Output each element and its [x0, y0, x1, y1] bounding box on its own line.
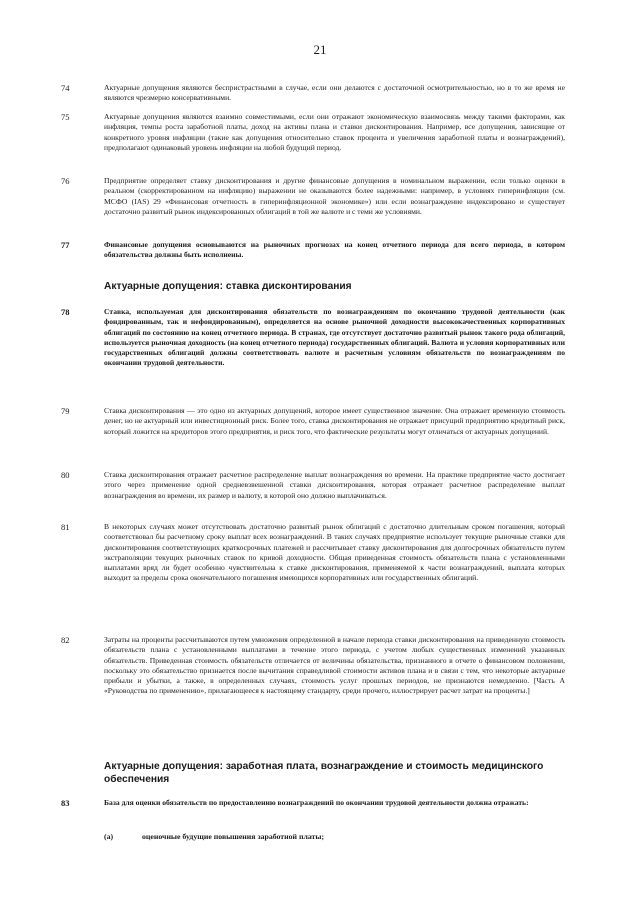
paragraph-number: 80: [61, 470, 70, 480]
paragraph-number: 75: [61, 112, 70, 122]
subitem-label: (a): [104, 832, 114, 841]
section-heading: Актуарные допущения: заработная плата, вознаграждение и стоимость медицинского обеспечения: [104, 761, 544, 785]
section-heading: Актуарные допущения: ставка дисконтирования: [104, 281, 352, 292]
paragraph-text: Ставка дисконтирования — это одно из актуарных допущений, которое имеет существенное значение. Она отражает временную стоимость денег, но не актуарный или инвестиционный риск. Более того, ставка дисконтирования не отражает присущий предприятию кредитный риск, который ложится на кредиторов этого предприятия, и риск того, что фактические результаты могут отличаться от актуарных допущений.: [104, 406, 565, 436]
paragraph-number: 78: [61, 307, 70, 317]
paragraph-number: 79: [61, 406, 70, 416]
paragraph-number: 82: [61, 635, 70, 645]
paragraph-text: Предприятие определяет ставку дисконтирования и другие финансовые допущения в номинальном выражении, если только оценки в реальном (скорректированном на инфляцию) выражении не оказываются более надежными: например, в условиях гиперинфляции (см. МСФО (IAS) 29 «Финансовая отчетность в гиперинфляционной экономике») или если вознаграждение индексировано и существует достаточно развитый рынок индексированных облигаций в той же валюте и с теми же условиями.: [104, 176, 565, 216]
paragraph-number: 81: [61, 522, 70, 532]
subitem-text: оценочные будущие повышения заработной платы;: [142, 832, 325, 841]
paragraph-number: 76: [61, 176, 70, 186]
paragraph-text: Актуарные допущения являются взаимно совместимыми, если они отражают экономическую взаимосвязь между такими факторами, как инфляция, темпы роста заработной платы, доход на активы плана и ставки дисконтирования. Например, все допущения, зависящие от конкретного уровня инфляции (такие как допущения относительно ставок процента и увеличения заработной платы и вознаграждений), предполагают одинаковый уровень инфляции на любой будущий период.: [104, 112, 565, 152]
paragraph-text: В некоторых случаях может отсутствовать достаточно развитый рынок облигаций с достаточно длительным сроком погашения, который соответствовал бы расчетному сроку выплат всех вознаграждений. В таких случаях предприятие использует текущие рыночные ставки для дисконтирования соответствующих краткосрочных платежей и рассчитывает ставку дисконтирования для долгосрочных обязательств путем экстраполяции текущих рыночных ставок по кривой доходности. Общая приведенная стоимость обязательств плана с установленными выплатами вряд ли будет особенно чувствительна к ставке дисконтирования, применяемой к части вознаграждений, выплата которых выходит за пределы срока окончательного погашения имеющихся корпоративных или государственных облигаций.: [104, 522, 565, 583]
paragraph-text: Актуарные допущения являются беспристрастными в случае, если они делаются с достаточной осмотрительностью, но в то же время не являются чрезмерно консервативными.: [104, 83, 565, 103]
paragraph-number: 83: [61, 798, 70, 808]
paragraph-text: Ставка, используемая для дисконтирования обязательств по вознаграждениям по окончанию трудовой деятельности (как фондированным, так и нефондированным), определяется на основе рыночной доходности высококачественных корпоративных облигаций по состоянию на конец отчетного периода. В странах, где отсутствует достаточно развитый рынок такого рода облигаций, используется рыночная доходность (на конец отчетного периода) государственных облигаций. Валюта и условия корпоративных или государственных облигаций должны соответствовать валюте и расчетным условиям обязательств по вознаграждениям по окончании трудовой деятельности.: [104, 307, 565, 368]
paragraph-number: 74: [61, 83, 70, 93]
page-number: 21: [313, 42, 327, 57]
paragraph-text: Финансовые допущения основываются на рыночных прогнозах на конец отчетного периода для всего периода, в котором обязательства должны быть исполнены.: [104, 240, 565, 260]
paragraph-text: База для оценки обязательств по предоставлению вознаграждений по окончании трудовой деятельности должна отражать:: [104, 798, 529, 807]
paragraph-text: Ставка дисконтирования отражает расчетное распределение выплат вознаграждения во времени. На практике предприятие часто достигает этого через применение одной средневзвешенной ставки дисконтирования, которая отражает расчетное распределение выплат вознаграждения во времени, их размер и валюту, в которой оно должно выплачиваться.: [104, 470, 565, 500]
paragraph-number: 77: [61, 240, 70, 250]
paragraph-text: Затраты на проценты рассчитываются путем умножения определенной в начале периода ставки дисконтирования на приведенную стоимость обязательств плана с установленными выплатами в течение этого периода, с учетом любых существенных изменений указанных обязательств. Приведенная стоимость обязательств отличается от величины обязательства, признанного в отчете о финансовом положении, поскольку это обязательство признается после вычитания справедливой стоимости активов плана и в связи с тем, что некоторые актуарные прибыли и убытки, а также, в определенных случаях, стоимость услуг прошлых периодов, не признаются немедленно. [Часть A «Руководства по применению», прилагающееся к настоящему стандарту, среди прочего, иллюстрирует расчет затрат на проценты.]: [104, 635, 565, 696]
